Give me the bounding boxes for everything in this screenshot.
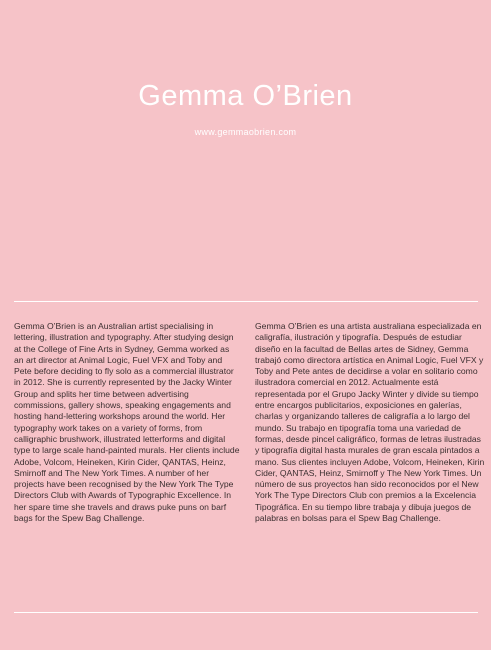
- website-link[interactable]: www.gemmaobrien.com: [194, 127, 297, 137]
- page-title: Gemma O’Brien: [138, 80, 353, 112]
- bio-english: Gemma O’Brien is an Australian artist specialising in lettering, illustration and typography. After studying design at the College of Fine Arts in Sydney, Gemma worked as an art director at Animal Logic, Fuel VFX and Toby and Pete before deciding to fly solo as a commercial illustrator in 2012. She is currently represented by the Jacky Winter Group and splits her time between advertising commissions, gallery shows, speaking engagements and hosting hand-lettering workshops around the world. Her typography work takes on a variety of forms, from calligraphic brushwork, illustrated letterforms and digital type to large scale hand-painted murals. Her clients include Adobe, Volcom, Heineken, Kirin Cider, QANTAS, Heinz, Smirnoff and The New York Times. A number of her projects have been recognised by the New York The Type Directors Club with Awards of Typographic Excellence. In her spare time she travels and draws puke puns on barf bags for the Spew Bag Challenge.: [14, 321, 240, 524]
- bio-spanish: Gemma O’Brien es una artista australiana especializada en caligrafía, ilustración y tipografía. Después de estudiar diseño en la facultad de Bellas artes de Sidney, Gemma trabajó como directora artística en Animal Logic, Fuel VFX y Toby and Pete antes de decidirse a volar en solitario como ilustradora comercial en 2012. Actualmente está representada por el Grupo Jacky Winter y divide su tiempo entre encargos publicitarios, exposiciones en galerías, charlas y organizando talleres de caligrafía a lo largo del mundo. Su trabajo en tipografía toma una variedad de formas, desde pincel caligráfico, formas de letras ilustradas y tipografía digital hasta murales de gran escala pintados a mano. Sus clientes incluyen Adobe, Volcom, Heineken, Kirin Cider, QANTAS, Heinz, Smirnoff y The New York Times. Un número de sus proyectos han sido reconocidos por el New York The Type Directors Club con premios a la Excelencia Tipográfica. En su tiempo libre trabaja y dibuja juegos de palabras en bolsas para el Spew Bag Challenge.: [255, 321, 485, 524]
- bottom-divider: [14, 612, 478, 613]
- top-divider: [14, 301, 478, 302]
